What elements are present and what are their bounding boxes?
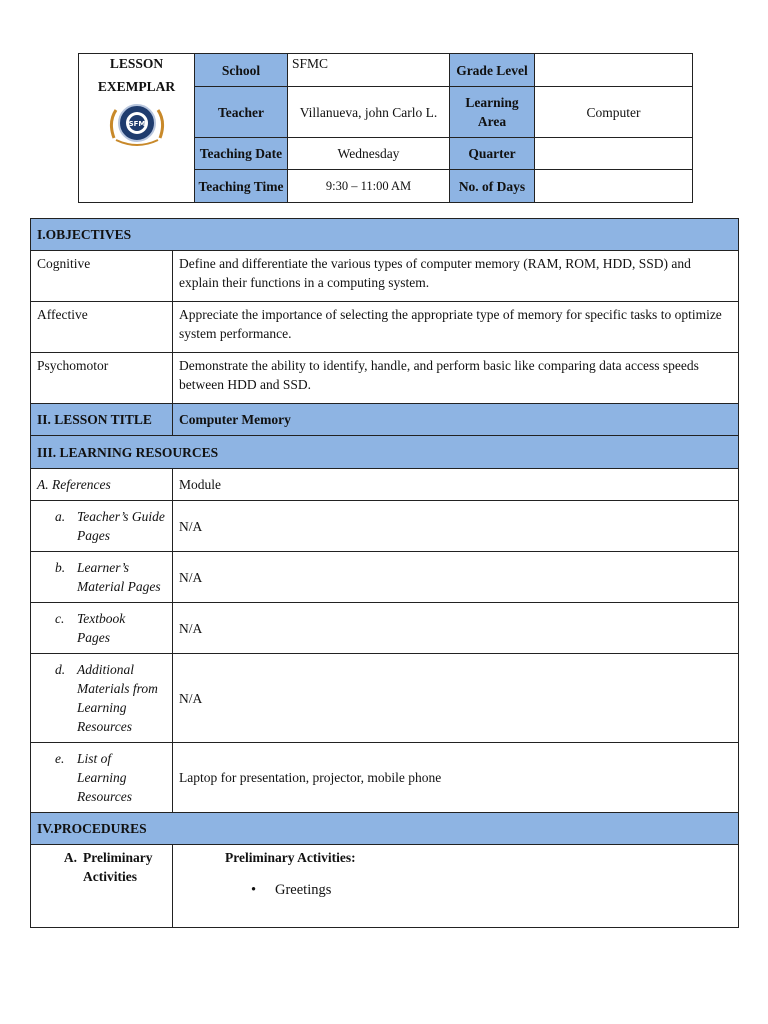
cognitive-text: Define and differentiate the various types of computer memory (RAM, ROM, HDD, SSD) and explain their functions in a computing system. <box>173 251 739 302</box>
resource-letter: e. <box>55 751 65 766</box>
teacher-value: Villanueva, john Carlo L. <box>288 87 450 138</box>
objectives-heading: I.OBJECTIVES <box>31 219 739 251</box>
resource-text: Teacher’s Guide Pages <box>77 509 165 543</box>
resource-item-label <box>31 552 173 603</box>
resource-item-label <box>31 603 173 654</box>
no-of-days-value <box>535 170 693 203</box>
procedure-content <box>173 845 739 928</box>
lesson-header-table <box>78 53 693 203</box>
lesson-plan-table <box>30 218 739 928</box>
procedure-letter: A. <box>63 850 77 865</box>
resource-item-value: Laptop for presentation, projector, mobile phone <box>173 743 739 813</box>
teaching-time-value: 9:30 – 11:00 AM <box>288 170 450 203</box>
affective-text: Appreciate the importance of selecting the appropriate type of memory for specific tasks to optimize system performance. <box>173 302 739 353</box>
procedure-text: Preliminary Activities <box>83 850 153 884</box>
resource-text: Textbook Pages <box>77 611 126 645</box>
no-of-days-label: No. of Days <box>450 170 535 203</box>
learning-resources-heading: III. LEARNING RESOURCES <box>31 436 739 469</box>
learning-area-value: Computer <box>535 87 693 138</box>
bullet-dot-icon: • <box>251 882 257 898</box>
resource-item-value: N/A <box>173 501 739 552</box>
procedure-content-heading: Preliminary Activities: <box>225 850 356 865</box>
psychomotor-text: Demonstrate the ability to identify, handle, and perform basic like comparing data access speeds between HDD and SSD. <box>173 353 739 404</box>
resource-item-label <box>31 501 173 552</box>
procedures-heading: IV.PROCEDURES <box>31 813 739 845</box>
resource-text: Learner’s Material Pages <box>77 560 161 594</box>
teaching-date-value: Wednesday <box>288 138 450 170</box>
lesson-title-value: Computer Memory <box>173 404 739 436</box>
cognitive-label: Cognitive <box>31 251 173 302</box>
teacher-label: Teacher <box>195 87 288 138</box>
resource-item-value: N/A <box>173 552 739 603</box>
svg-text:SFM: SFM <box>128 120 145 128</box>
resource-text: List of Learning Resources <box>77 751 132 804</box>
teaching-time-label: Teaching Time <box>195 170 288 203</box>
school-seal-icon <box>106 100 168 150</box>
resource-letter: b. <box>55 560 66 575</box>
quarter-value <box>535 138 693 170</box>
learning-area-label: Learning Area <box>450 87 535 138</box>
bullet-item <box>179 881 732 900</box>
teaching-date-label: Teaching Date <box>195 138 288 170</box>
resource-letter: d. <box>55 662 66 677</box>
resource-letter: a. <box>55 509 66 524</box>
resource-item-label <box>31 654 173 743</box>
resource-item-value: N/A <box>173 654 739 743</box>
resource-text: Additional Materials from Learning Resources <box>77 662 158 734</box>
references-value: Module <box>173 469 739 501</box>
exemplar-label: EXEMPLAR <box>97 79 176 94</box>
psychomotor-label: Psychomotor <box>31 353 173 404</box>
procedure-item <box>37 848 166 886</box>
procedure-item-label <box>31 845 173 928</box>
lesson-label: LESSON <box>109 56 164 71</box>
resource-item-value: N/A <box>173 603 739 654</box>
lesson-exemplar-cell <box>79 54 195 203</box>
quarter-label: Quarter <box>450 138 535 170</box>
procedure-list <box>37 848 166 886</box>
grade-level-label: Grade Level <box>450 54 535 87</box>
resource-item-label <box>31 743 173 813</box>
grade-level-value <box>535 54 693 87</box>
resource-letter: c. <box>55 611 65 626</box>
bullet-text: Greetings <box>275 882 332 898</box>
school-label: School <box>195 54 288 87</box>
school-value: SFMC <box>288 54 450 87</box>
references-label: A. References <box>31 469 173 501</box>
affective-label: Affective <box>31 302 173 353</box>
lesson-title-label: II. LESSON TITLE <box>31 404 173 436</box>
